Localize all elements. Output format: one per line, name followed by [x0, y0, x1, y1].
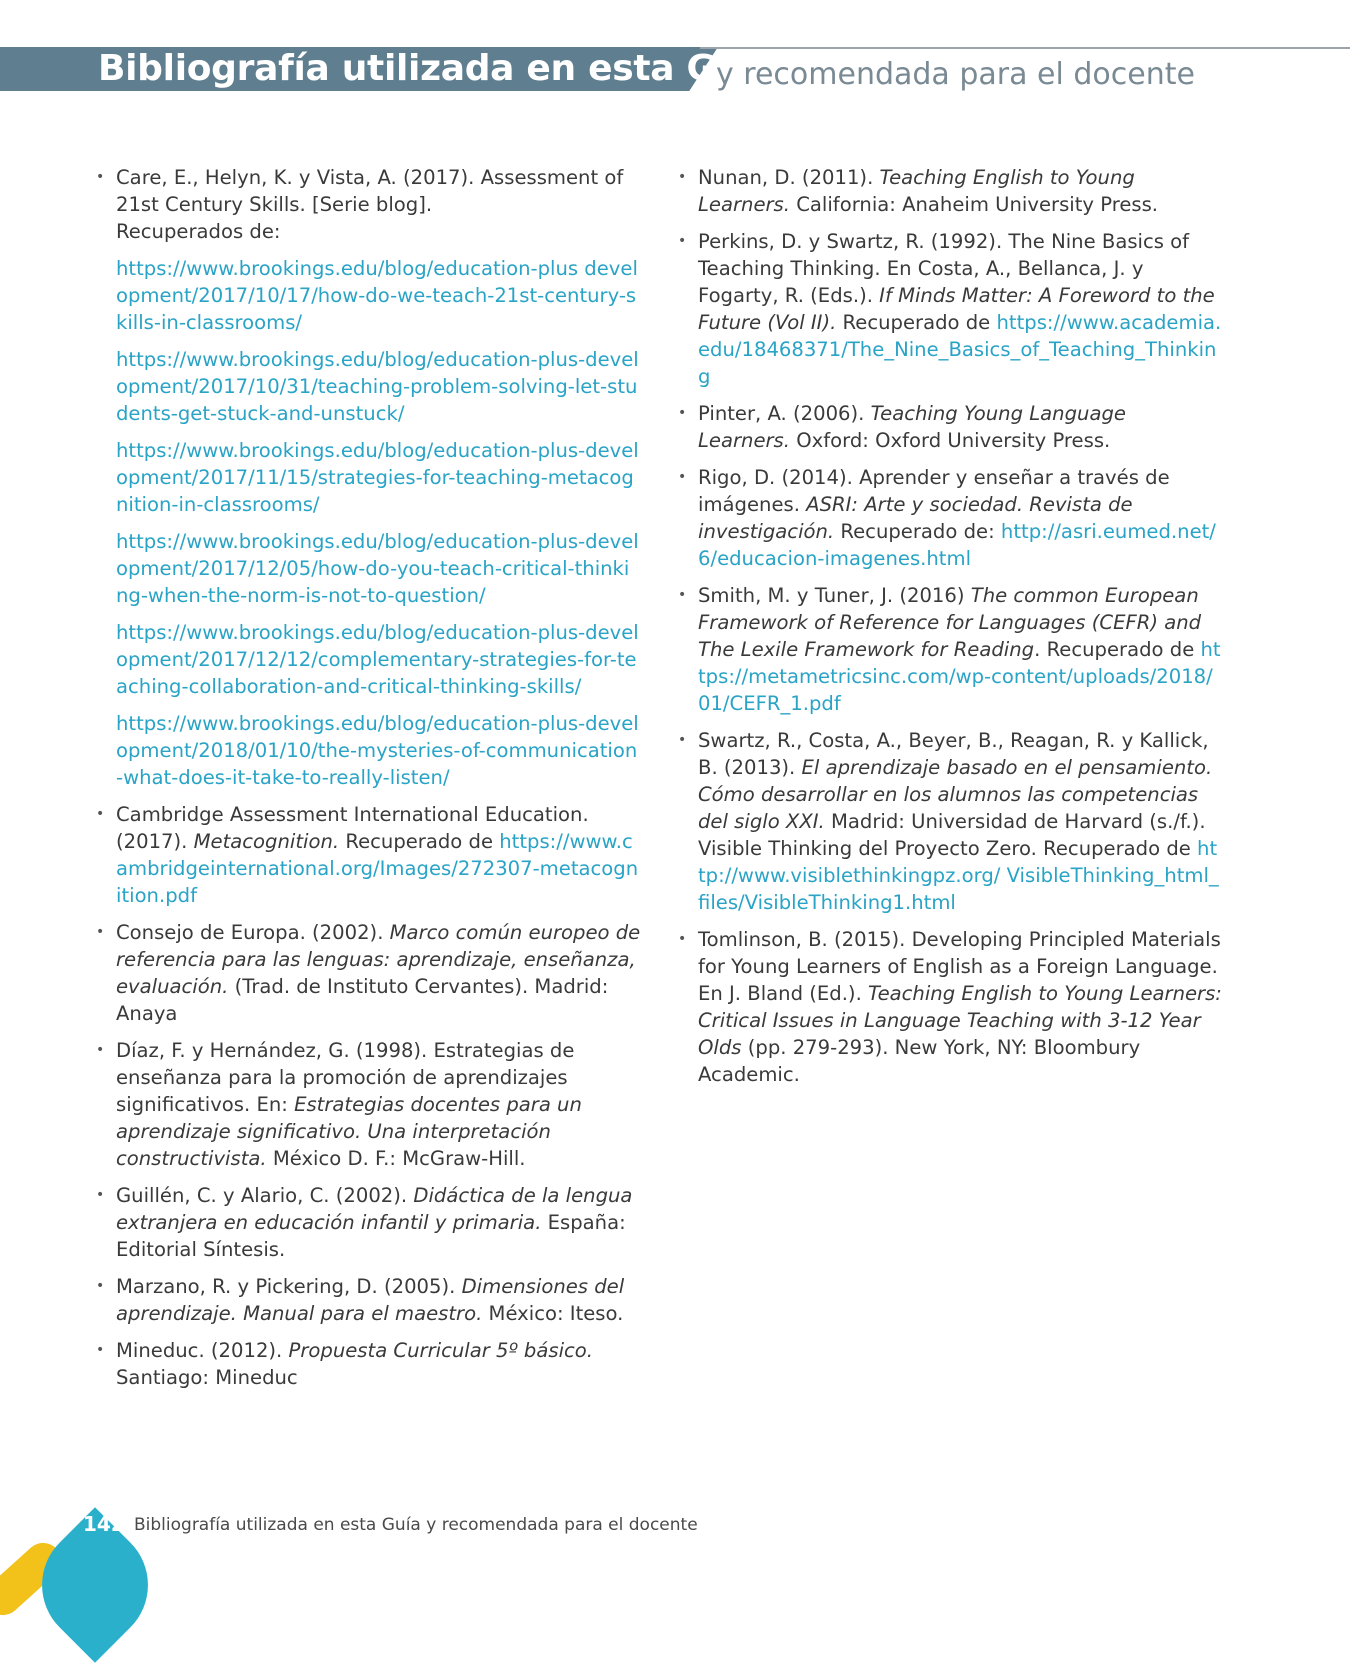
bullet: •: [678, 587, 687, 603]
entry-text: . Recuperado de: [1034, 638, 1201, 661]
bib-entry-care: [96, 164, 641, 791]
care-url-2[interactable]: https://www.brookings.edu/blog/education-plus-development/2017/10/31/teaching-problem-solving-let-students-get-stuck-and-unstuck/: [116, 348, 639, 425]
bib-entry-consejo: [96, 919, 641, 1027]
entry-text: Care, E., Helyn, K. y Vista, A. (2017). Assessment of 21st Century Skills. [Serie blog].: [116, 166, 624, 216]
bib-entry-rigo: [678, 464, 1223, 572]
smith-url[interactable]: https://metametricsinc.com/wp-content/uploads/2018/01/CEFR_1.pdf: [698, 638, 1221, 715]
bullet: •: [96, 1042, 105, 1058]
entry-title: Propuesta Curricular 5º básico.: [288, 1339, 594, 1362]
entry-text: Marzano, R. y Pickering, D. (2005).: [116, 1275, 462, 1298]
entry-text: Pinter, A. (2006).: [698, 402, 871, 425]
entry-text: Madrid: Universidad de Harvard (s./f.). Visible Thinking del Proyecto Zero. Recuperado de: [698, 810, 1206, 860]
bullet: •: [678, 469, 687, 485]
page-footer: [0, 1505, 1350, 1600]
bullet: •: [96, 806, 105, 822]
entry-text: Guillén, C. y Alario, C. (2002).: [116, 1184, 414, 1207]
page-header: [0, 0, 1350, 100]
entry-title: The common European Framework of Reference for Languages (CEFR) and The Lexile Framework for Reading: [698, 584, 1202, 661]
bullet: •: [678, 732, 687, 748]
entry-text: Recuperado de:: [834, 520, 1001, 543]
bib-entry-nunan: [678, 164, 1223, 218]
bib-entry-mineduc: [96, 1337, 641, 1391]
entry-text: (Trad. de Instituto Cervantes). Madrid: Anaya: [116, 975, 609, 1025]
footer-running-title: Bibliografía utilizada en esta Guía y recomendada para el docente: [134, 1515, 698, 1535]
page-number: 142: [83, 1512, 125, 1536]
bib-entry-diaz: [96, 1037, 641, 1172]
header-rule: [700, 47, 1350, 49]
bib-entry-marzano: [96, 1273, 641, 1327]
cambridge-url[interactable]: https://www.cambridgeinternational.org/Images/272307-metacognition.pdf: [116, 830, 639, 907]
entry-title: Teaching English to Young Learners: Critical Issues in Language Teaching with 3-12 Year Olds: [698, 982, 1222, 1059]
care-url-5[interactable]: https://www.brookings.edu/blog/education-plus-development/2017/12/12/complementary-strategies-for-teaching-collaboration-and-critical-thinking-skills/: [116, 621, 639, 698]
entry-title: Teaching English to Young Learners.: [698, 166, 1135, 216]
entry-title: ASRI: Arte y sociedad. Revista de investigación.: [698, 493, 1133, 543]
entry-title: Didáctica de la lengua extranjera en educación infantil y primaria.: [116, 1184, 633, 1234]
entry-title: Metacognition.: [193, 830, 340, 853]
entry-text: Santiago: Mineduc: [116, 1366, 298, 1389]
entry-title: El aprendizaje basado en el pensamiento. Cómo desarrollar en los alumnos las competencias del siglo XXI.: [698, 756, 1213, 833]
bib-entry-cambridge: [96, 801, 641, 909]
bib-entry-perkins: [678, 228, 1223, 390]
swartz-url[interactable]: http://www.visiblethinkingpz.org/ VisibleThinking_html_files/VisibleThinking1.html: [698, 837, 1219, 914]
entry-text: Oxford: Oxford University Press.: [790, 429, 1111, 452]
entry-text: (pp. 279-293). New York, NY: Bloombury Academic.: [698, 1036, 1141, 1086]
entry-title: Estrategias docentes para un aprendizaje significativo. Una interpretación constructivista.: [116, 1093, 582, 1170]
entry-text: Díaz, F. y Hernández, G. (1998). Estrategias de enseñanza para la promoción de aprendizajes significativos. En:: [116, 1039, 575, 1116]
bib-entry-smith: [678, 582, 1223, 717]
bullet: •: [678, 169, 687, 185]
entry-text: Mineduc. (2012).: [116, 1339, 289, 1362]
bullet: •: [678, 931, 687, 947]
entry-text: Rigo, D. (2014). Aprender y enseñar a través de imágenes.: [698, 466, 1170, 516]
bib-entry-guillen: [96, 1182, 641, 1263]
page-subtitle: y recomendada para el docente: [716, 57, 1195, 92]
bullet: •: [96, 1342, 105, 1358]
entry-text: Swartz, R., Costa, A., Beyer, B., Reagan, R. y Kallick, B. (2013).: [698, 729, 1209, 779]
entry-text: México: Iteso.: [482, 1302, 624, 1325]
rigo-url[interactable]: http://asri.eumed.net/6/educacion-imagenes.html: [698, 520, 1216, 570]
entry-text: Nunan, D. (2011).: [698, 166, 880, 189]
care-url-1[interactable]: https://www.brookings.edu/blog/education-plus development/2017/10/17/how-do-we-teach-21st-century-skills-in-classrooms/: [116, 257, 638, 334]
entry-text: Tomlinson, B. (2015). Developing Principled Materials for Young Learners of English as a Foreign Language. En J. Bland (Ed.).: [698, 928, 1221, 1005]
entry-text: España: Editorial Síntesis.: [116, 1211, 626, 1261]
bib-entry-swartz: [678, 727, 1223, 916]
page-title: Bibliografía utilizada en esta Guía: [98, 48, 778, 89]
entry-text: Cambridge Assessment International Education. (2017).: [116, 803, 589, 853]
entry-text: Consejo de Europa. (2002).: [116, 921, 390, 944]
entry-text: México D. F.: McGraw-Hill.: [266, 1147, 526, 1170]
bullet: •: [96, 1187, 105, 1203]
perkins-url[interactable]: https://www.academia.edu/18468371/The_Nine_Basics_of_Teaching_Thinking: [698, 311, 1222, 388]
entry-title: Dimensiones del aprendizaje. Manual para el maestro.: [116, 1275, 625, 1325]
entry-title: Teaching Young Language Learners.: [698, 402, 1126, 452]
entry-text: Recuperado de: [339, 830, 500, 853]
care-url-3[interactable]: https://www.brookings.edu/blog/education-plus-development/2017/11/15/strategies-for-teaching-metacognition-in-classrooms/: [116, 439, 639, 516]
bibliography-left-column: [96, 164, 641, 1401]
entry-text: Recuperado de: [836, 311, 997, 334]
bullet: •: [678, 233, 687, 249]
care-url-6[interactable]: https://www.brookings.edu/blog/education-plus-development/2018/01/10/the-mysteries-of-communication-what-does-it-take-to-really-listen/: [116, 712, 639, 789]
care-url-4[interactable]: https://www.brookings.edu/blog/education-plus-development/2017/12/05/how-do-you-teach-critical-thinking-when-the-norm-is-not-to-question/: [116, 530, 639, 607]
bullet: •: [96, 1278, 105, 1294]
entry-text: Perkins, D. y Swartz, R. (1992). The Nine Basics of Teaching Thinking. En Costa, A., Bellanca, J. y Fogarty, R. (Eds.).: [698, 230, 1190, 307]
bib-entry-pinter: [678, 400, 1223, 454]
bibliography-right-column: [678, 164, 1223, 1098]
entry-title: Marco común europeo de referencia para las lenguas: aprendizaje, enseñanza, evaluación.: [116, 921, 641, 998]
entry-text: California: Anaheim University Press.: [790, 193, 1159, 216]
bullet: •: [96, 169, 105, 185]
bullet: •: [96, 924, 105, 940]
entry-title: If Minds Matter: A Foreword to the Future (Vol II).: [698, 284, 1215, 334]
entry-retrieved-label: Recuperados de:: [116, 220, 281, 243]
entry-text: Smith, M. y Tuner, J. (2016): [698, 584, 971, 607]
bullet: •: [678, 405, 687, 421]
bib-entry-tomlinson: [678, 926, 1223, 1088]
